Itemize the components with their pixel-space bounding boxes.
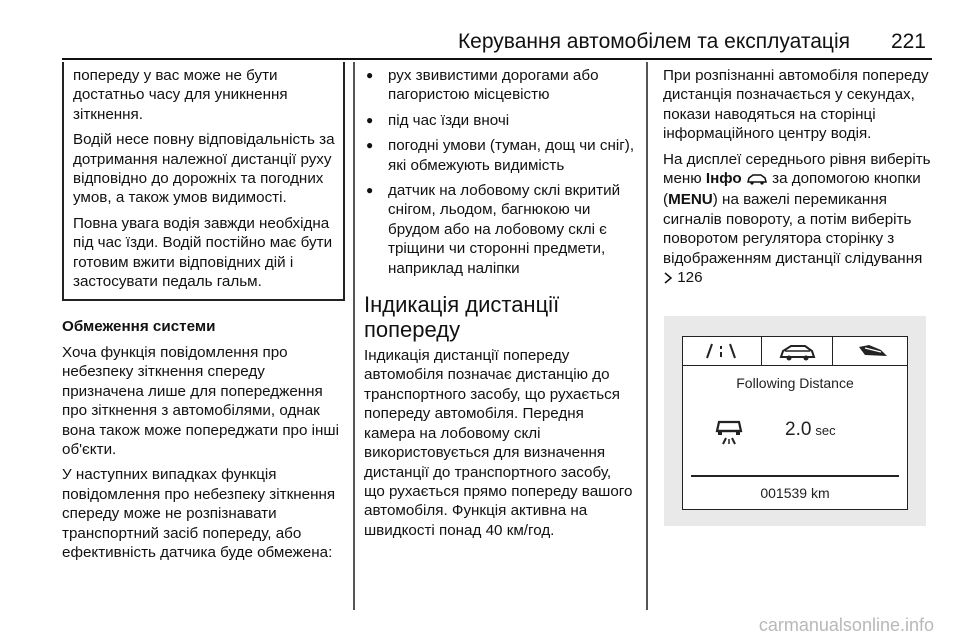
menu-name: Інфо [705, 170, 742, 188]
distance-value [785, 419, 836, 441]
page-number: 221 [890, 30, 926, 53]
page-reference: 126 [677, 269, 703, 287]
text-run: ) на важелі перемикання сигналів повороту, а потім виберіть поворотом регулятора сторінку з відображенням дистанції слідування [663, 191, 923, 267]
dashboard-illustration [664, 316, 926, 526]
left-column [62, 62, 345, 568]
page-reference-icon [663, 270, 673, 289]
page-header [62, 20, 932, 60]
column-divider-2 [646, 62, 648, 610]
list-item: ● під час їзди вночі [364, 111, 636, 130]
body-paragraph: Індикація дистанції попереду автомобіля позначає дистанцію до транспортного засобу, що рухається попереду автомобіля. Передня камера на лобовому склі використовується для визначення дистанції до транспортного засобу, що рухається прямо попереду вашого автомобіля. Функція активна на швидкості понад 40 км/год. [364, 347, 633, 539]
limitations-list [364, 66, 636, 278]
driver-info-display [682, 336, 908, 510]
warning-paragraph: Повна увага водія завжди необхідна під час їзди. Водій постійно має бути готовим вжити відповідних дій і застосувати педаль гальм. [73, 214, 333, 291]
warning-paragraph: попереду у вас може не бути достатньо часу для уникнення зіткнення. [73, 67, 288, 123]
warning-paragraph: Водій несе повну відповідальність за дотримання належної дистанції руху відповідно до дорожніх та погодних умов, а також умов видимості. [73, 131, 335, 207]
watermark: carmanualsonline.info [758, 615, 934, 635]
body-paragraph [663, 150, 931, 290]
odometer-reading: 001539 km [760, 485, 830, 501]
road-lines-icon [701, 337, 741, 365]
column-divider-1 [353, 62, 355, 610]
text-run: за допомогою кнопки ( [663, 170, 921, 209]
car-distance-icon [711, 413, 747, 449]
distance-number: 2.0 [785, 419, 812, 440]
body-paragraph: Хоча функція повідомлення про небезпеку зіткнення спереду призначена лише для попередження про зіткнення з автомобілями, однак вона також може попереджати про інші об'єкти. [62, 343, 339, 458]
car-icon [746, 171, 768, 190]
menu-button-name: MENU [668, 191, 713, 209]
following-distance-label: Following Distance [736, 375, 854, 391]
chapter-title: Керування автомобілем та експлуатація [457, 30, 850, 53]
body-paragraph: При розпізнанні автомобіля попереду дистанція позначається у секундах, покази наводяться на сторінці інформаційного центру водія. [663, 67, 929, 143]
display-tabs [683, 337, 907, 366]
odometer-divider [691, 475, 899, 477]
warning-box [62, 62, 345, 301]
section-title: Індикація дистанції попереду [364, 292, 560, 343]
car-tilted-icon [851, 337, 895, 365]
text-run: На дисплеї середнього рівня виберіть меню [663, 150, 931, 188]
header-rule [62, 58, 932, 60]
list-item: ● погодні умови (туман, дощ чи сніг), які обмежують видимість [364, 136, 636, 175]
subheading-system-limits: Обмеження системи [62, 318, 216, 336]
car-icon [761, 337, 833, 365]
distance-unit: sec [815, 423, 836, 438]
right-column [663, 66, 931, 295]
list-item: ● рух звивистими дорогами або пагористою місцевістю [364, 66, 636, 105]
middle-column [364, 66, 636, 546]
body-paragraph: У наступних випадках функція повідомлення про небезпеку зіткнення спереду може не розпізнавати транспортний засіб попереду, або ефективність датчика буде обмежена: [62, 466, 336, 561]
list-item: ● датчик на лобовому склі вкритий снігом, льодом, багнюкою чи брудом або на лобовому склі є тріщини чи сторонні предмети, наприклад наліпки [364, 181, 636, 278]
